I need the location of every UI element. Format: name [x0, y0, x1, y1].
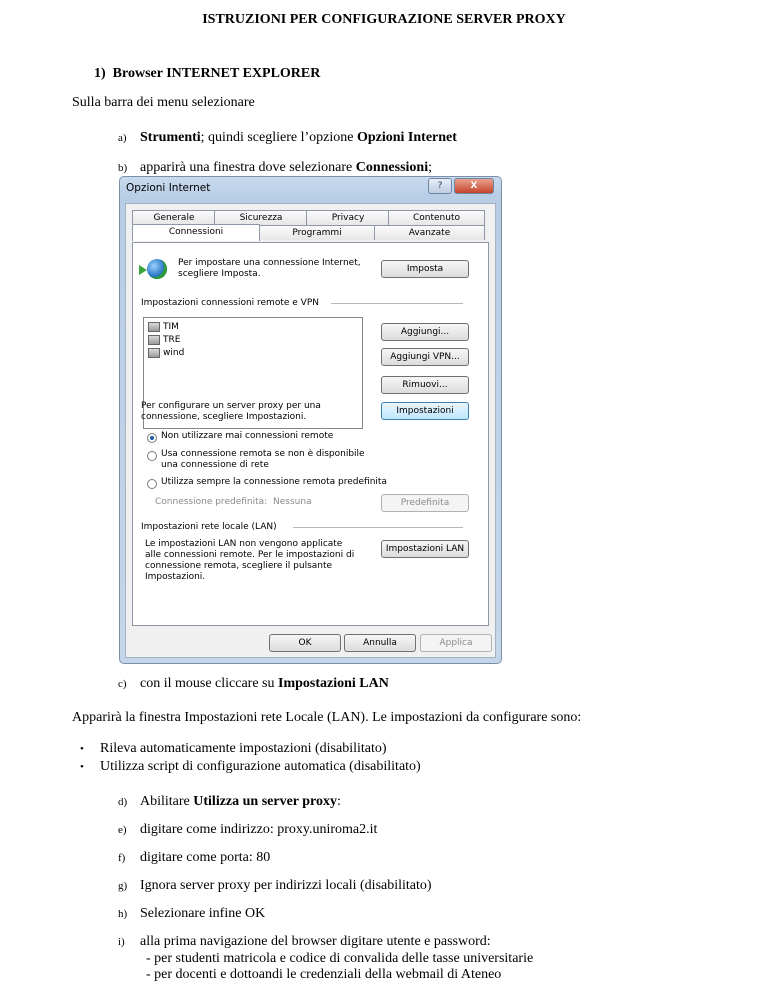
- step-label: i): [118, 936, 125, 948]
- step-label: b): [118, 162, 128, 174]
- default-button[interactable]: Predefinita: [381, 494, 469, 512]
- connection-name: wind: [163, 348, 185, 358]
- step-g: [118, 878, 432, 894]
- step-d-text: Abilitare: [140, 794, 194, 809]
- radio-when-label: Usa connessione remota se non è disponibile una connessione di rete: [161, 449, 365, 470]
- close-button[interactable]: X: [454, 178, 494, 194]
- section-heading: [94, 66, 320, 82]
- radio-when[interactable]: [147, 451, 157, 461]
- step-label: d): [118, 796, 128, 808]
- tab-sicurezza[interactable]: Sicurezza: [214, 210, 308, 225]
- tab-privacy[interactable]: Privacy: [306, 210, 390, 225]
- tab-avanzate[interactable]: Avanzate: [374, 225, 485, 240]
- settings-button[interactable]: Impostazioni: [381, 402, 469, 420]
- bullet-item: [80, 759, 421, 775]
- list-item[interactable]: [148, 335, 180, 345]
- step-label: a): [118, 132, 127, 144]
- tab-generale[interactable]: Generale: [132, 210, 216, 225]
- globe-icon: [147, 259, 167, 279]
- connections-panel: [132, 242, 489, 626]
- document-title: ISTRUZIONI PER CONFIGURAZIONE SERVER PROXY: [202, 12, 566, 27]
- vpn-group-label: Impostazioni connessioni remote e VPN: [141, 298, 319, 308]
- step-c-text: con il mouse cliccare su: [140, 676, 279, 691]
- apply-button[interactable]: Applica: [420, 634, 492, 652]
- arrow-icon: [139, 265, 147, 275]
- proxy-text: Per configurare un server proxy per una connessione, scegliere Impostazioni.: [141, 401, 321, 422]
- step-f-text: digitare come porta: 80: [140, 850, 271, 865]
- divider: [331, 303, 463, 304]
- step-label: c): [118, 678, 127, 690]
- add-vpn-button[interactable]: Aggiungi VPN...: [381, 348, 469, 366]
- tab-connessioni[interactable]: Connessioni: [132, 224, 260, 241]
- radio-never-label: Non utilizzare mai connessioni remote: [161, 431, 334, 441]
- step-a-text: ; quindi scegliere l’opzione: [200, 130, 357, 145]
- dialog-body: [125, 203, 496, 658]
- lan-group-label: Impostazioni rete locale (LAN): [141, 522, 277, 532]
- sub-line: - per studenti matricola e codice di convalida delle tasse universitarie: [146, 951, 534, 966]
- list-item[interactable]: [148, 348, 184, 358]
- step-b-punct: ;: [428, 160, 432, 175]
- step-f: [118, 850, 270, 866]
- dialup-icon: [148, 348, 160, 358]
- intro-text: Sulla barra dei menu selezionare: [72, 95, 255, 110]
- step-e: [118, 822, 377, 838]
- setup-button[interactable]: Imposta: [381, 260, 469, 278]
- lan-text: Le impostazioni LAN non vengono applicate alle connessioni remote. Per le impostazioni di connessione remota, scegliere il pulsante Impostazioni.: [145, 539, 355, 582]
- ok-button[interactable]: OK: [269, 634, 341, 652]
- radio-always[interactable]: [147, 479, 157, 489]
- cancel-button[interactable]: Annulla: [344, 634, 416, 652]
- default-connection-label: Connessione predefinita:: [155, 497, 268, 507]
- radio-never[interactable]: [147, 433, 157, 443]
- step-c-bold: Impostazioni LAN: [278, 676, 389, 691]
- title-buttons: [428, 178, 494, 193]
- step-i: [118, 934, 491, 950]
- dialup-icon: [148, 335, 160, 345]
- step-h: [118, 906, 265, 922]
- step-b-text: apparirà una finestra dove selezionare: [140, 160, 356, 175]
- step-d-punct: :: [337, 794, 341, 809]
- step-d-bold: Utilizza un server proxy: [193, 794, 338, 809]
- bullet-dot: •: [80, 761, 84, 773]
- step-a-bold-1: Strumenti: [140, 130, 201, 145]
- bullet-text: Utilizza script di configurazione automatica (disabilitato): [100, 759, 421, 774]
- bullet-item: [80, 741, 387, 757]
- connection-name: TIM: [163, 322, 179, 332]
- tab-contenuto[interactable]: Contenuto: [388, 210, 485, 225]
- step-b: [118, 160, 432, 176]
- section-number: 1): [94, 66, 106, 81]
- step-label: e): [118, 824, 127, 836]
- step-h-text: Selezionare infine OK: [140, 906, 266, 921]
- step-label: h): [118, 908, 128, 920]
- setup-text: Per impostare una connessione Internet, scegliere Imposta.: [178, 258, 361, 279]
- after-c-text: Apparirà la finestra Impostazioni rete Locale (LAN). Le impostazioni da configurare sono:: [72, 710, 582, 725]
- step-c: [118, 676, 389, 692]
- step-b-bold: Connessioni: [355, 160, 429, 175]
- bullet-dot: •: [80, 743, 84, 755]
- connection-name: TRE: [163, 335, 181, 345]
- sub-line: - per docenti e dottoandi le credenziali della webmail di Ateneo: [146, 967, 502, 982]
- step-g-text: Ignora server proxy per indirizzi locali (disabilitato): [140, 878, 432, 893]
- add-button[interactable]: Aggiungi...: [381, 323, 469, 341]
- step-label: g): [118, 880, 128, 892]
- internet-options-dialog: [119, 176, 502, 664]
- radio-always-label: Utilizza sempre la connessione remota predefinita: [161, 477, 387, 487]
- step-i-text: alla prima navigazione del browser digitare utente e password:: [140, 934, 491, 949]
- section-title: Browser INTERNET EXPLORER: [112, 66, 321, 81]
- divider: [293, 527, 463, 528]
- step-label: f): [118, 852, 126, 864]
- remove-button[interactable]: Rimuovi...: [381, 376, 469, 394]
- help-button[interactable]: ?: [428, 178, 452, 194]
- step-e-text: digitare come indirizzo: proxy.uniroma2.it: [140, 822, 378, 837]
- step-d: [118, 794, 341, 810]
- step-a-bold-2: Opzioni Internet: [356, 130, 457, 145]
- tab-programmi[interactable]: Programmi: [258, 225, 376, 240]
- dialup-icon: [148, 322, 160, 332]
- lan-settings-button[interactable]: Impostazioni LAN: [381, 540, 469, 558]
- list-item[interactable]: [148, 322, 179, 332]
- dialog-title: Opzioni Internet: [126, 182, 211, 194]
- step-a: [118, 130, 457, 146]
- default-connection-value: Nessuna: [273, 497, 312, 507]
- bullet-text: Rileva automaticamente impostazioni (disabilitato): [100, 741, 387, 756]
